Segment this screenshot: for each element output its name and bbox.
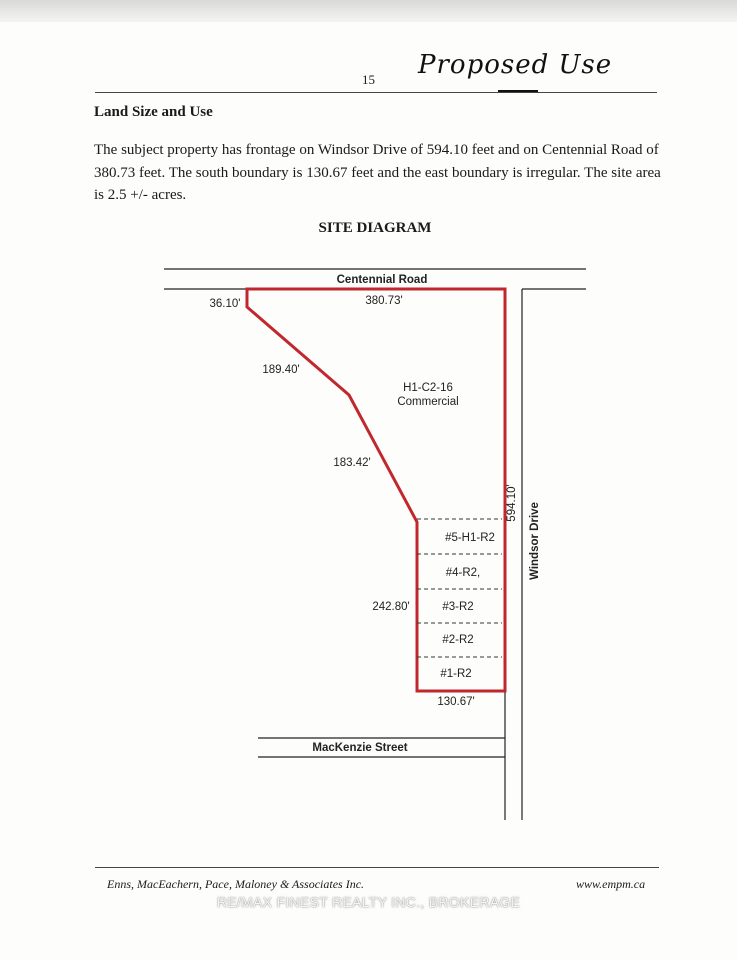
street-label-east: Windsor Drive	[529, 502, 541, 580]
lot-label: #1-R2	[440, 668, 472, 680]
body-paragraph: The subject property has frontage on Windsor Drive of 594.10 feet and on Centennial Road of 380.73 feet. The south boundary is 130.67 feet and the east boundary is irregular. The site area is 2.5 +/- acres.	[94, 142, 661, 203]
zoning-code: H1-C2-16	[403, 382, 453, 394]
section-heading: Land Size and Use	[94, 104, 213, 120]
footer-website: www.empm.ca	[576, 877, 646, 891]
street-label-north: Centennial Road	[336, 274, 428, 286]
dimension-south: 130.67'	[437, 696, 475, 708]
dimension-northwest: 36.10'	[209, 298, 241, 310]
dimension-west-lower: 242.80'	[372, 601, 410, 613]
lot-label: #4-R2,	[445, 567, 481, 579]
property-boundary	[247, 289, 505, 691]
footer-firm-name: Enns, MacEachern, Pace, Maloney & Associates Inc.	[107, 877, 365, 891]
dimension-north: 380.73'	[365, 295, 403, 307]
dimension-east: 594.10'	[506, 484, 518, 522]
lot-label: #2-R2	[442, 634, 474, 646]
handwritten-note: Proposed Use	[418, 50, 613, 80]
dimension-west-upper: 189.40'	[262, 364, 300, 376]
page-number: 15	[362, 72, 375, 87]
lot-label: #3-R2	[442, 601, 474, 613]
brokerage-watermark: RE/MAX FINEST REALTY INC., BROKERAGE	[216, 894, 521, 910]
dimension-west-middle: 183.42'	[333, 457, 371, 469]
diagram-title: SITE DIAGRAM	[318, 220, 432, 236]
street-label-south: MacKenzie Street	[312, 742, 408, 754]
footer-divider	[95, 867, 659, 868]
zoning-use: Commercial	[397, 396, 459, 408]
lot-label: #5-H1-R2	[445, 532, 495, 544]
